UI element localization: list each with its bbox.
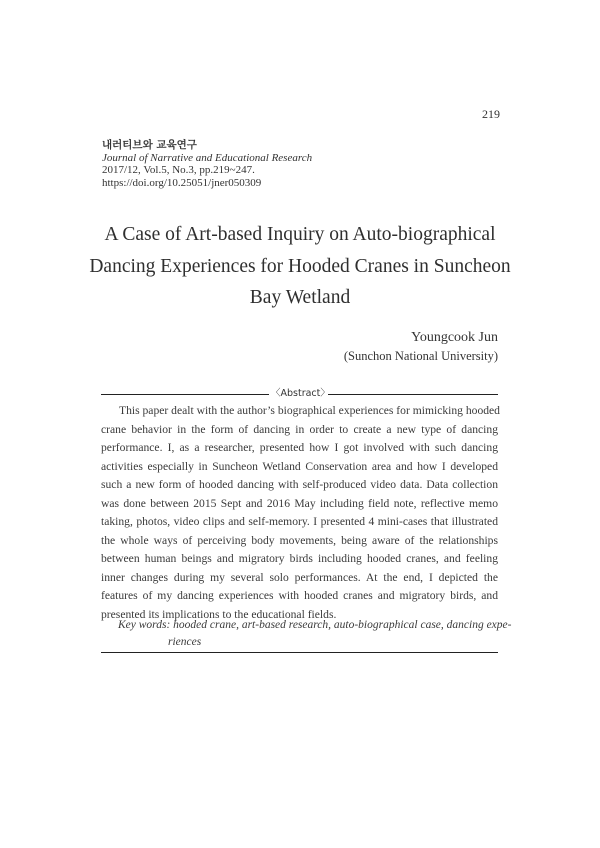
abstract-body xyxy=(101,402,498,624)
abstract-line: presented its implications to the educational fields. xyxy=(101,607,337,621)
journal-issue: 2017/12, Vol.5, No.3, pp.219~247. xyxy=(102,164,255,176)
keywords-line: Key words: hooded crane, art-based research, auto-biographical case, dancing expe- xyxy=(118,619,512,631)
title-line: Dancing Experiences for Hooded Cranes in Suncheon xyxy=(89,255,511,277)
abstract-line: features of my dancing experiences with hooded cranes and migratory birds, and xyxy=(101,589,498,602)
abstract-line: taking, photos, video clips and self-memory. I presented 4 mini-cases that illustrated xyxy=(101,515,498,528)
paper-title xyxy=(60,219,540,314)
journal-info xyxy=(102,139,312,189)
journal-english-title: Journal of Narrative and Educational Research xyxy=(102,151,313,164)
title-line: A Case of Art-based Inquiry on Auto-biographical xyxy=(104,224,496,245)
abstract-header xyxy=(101,386,498,402)
keywords-line: riences xyxy=(168,636,202,648)
abstract-line: such a new form of hooded dancing with self-produced video data. Data collection xyxy=(101,478,498,491)
page-number: 219 xyxy=(482,107,500,121)
journal-doi[interactable]: https://doi.org/10.25051/jner050309 xyxy=(102,176,262,189)
journal-korean-title: 내러티브와 교육연구 xyxy=(102,139,197,151)
abstract-line: inner changes during my several solo performances. At the end, I depicted the xyxy=(101,570,498,584)
abstract-line: performance. I, as a researcher, presented how I got involved with such dancing xyxy=(101,441,498,454)
abstract-line: between human beings and migratory birds including hooded cranes, and feeling xyxy=(101,552,498,565)
author-name: Youngcook Jun xyxy=(411,330,498,345)
keywords xyxy=(118,617,512,651)
abstract-heading: 〈Abstract〉 xyxy=(271,388,330,399)
author-affiliation: (Sunchon National University) xyxy=(343,349,498,363)
title-line: Bay Wetland xyxy=(249,287,351,308)
abstract-bottom-rule xyxy=(101,652,498,653)
abstract-rule-right xyxy=(328,394,498,395)
abstract-line: This paper dealt with the author’s biographical experiences for mimicking hooded xyxy=(119,404,500,417)
abstract-line: the whole ways of perceiving body movements, being aware of the relationships xyxy=(101,533,498,547)
abstract-line: crane behavior in the form of dancing in order to create a new type of dancing xyxy=(101,422,498,436)
abstract-line: activities especially in Suncheon Wetland Conservation area and how I developed xyxy=(101,459,498,473)
abstract-rule-left xyxy=(101,394,269,395)
abstract-line: was done between 2015 Sept and 2016 May including field note, reflective memo xyxy=(101,496,498,510)
